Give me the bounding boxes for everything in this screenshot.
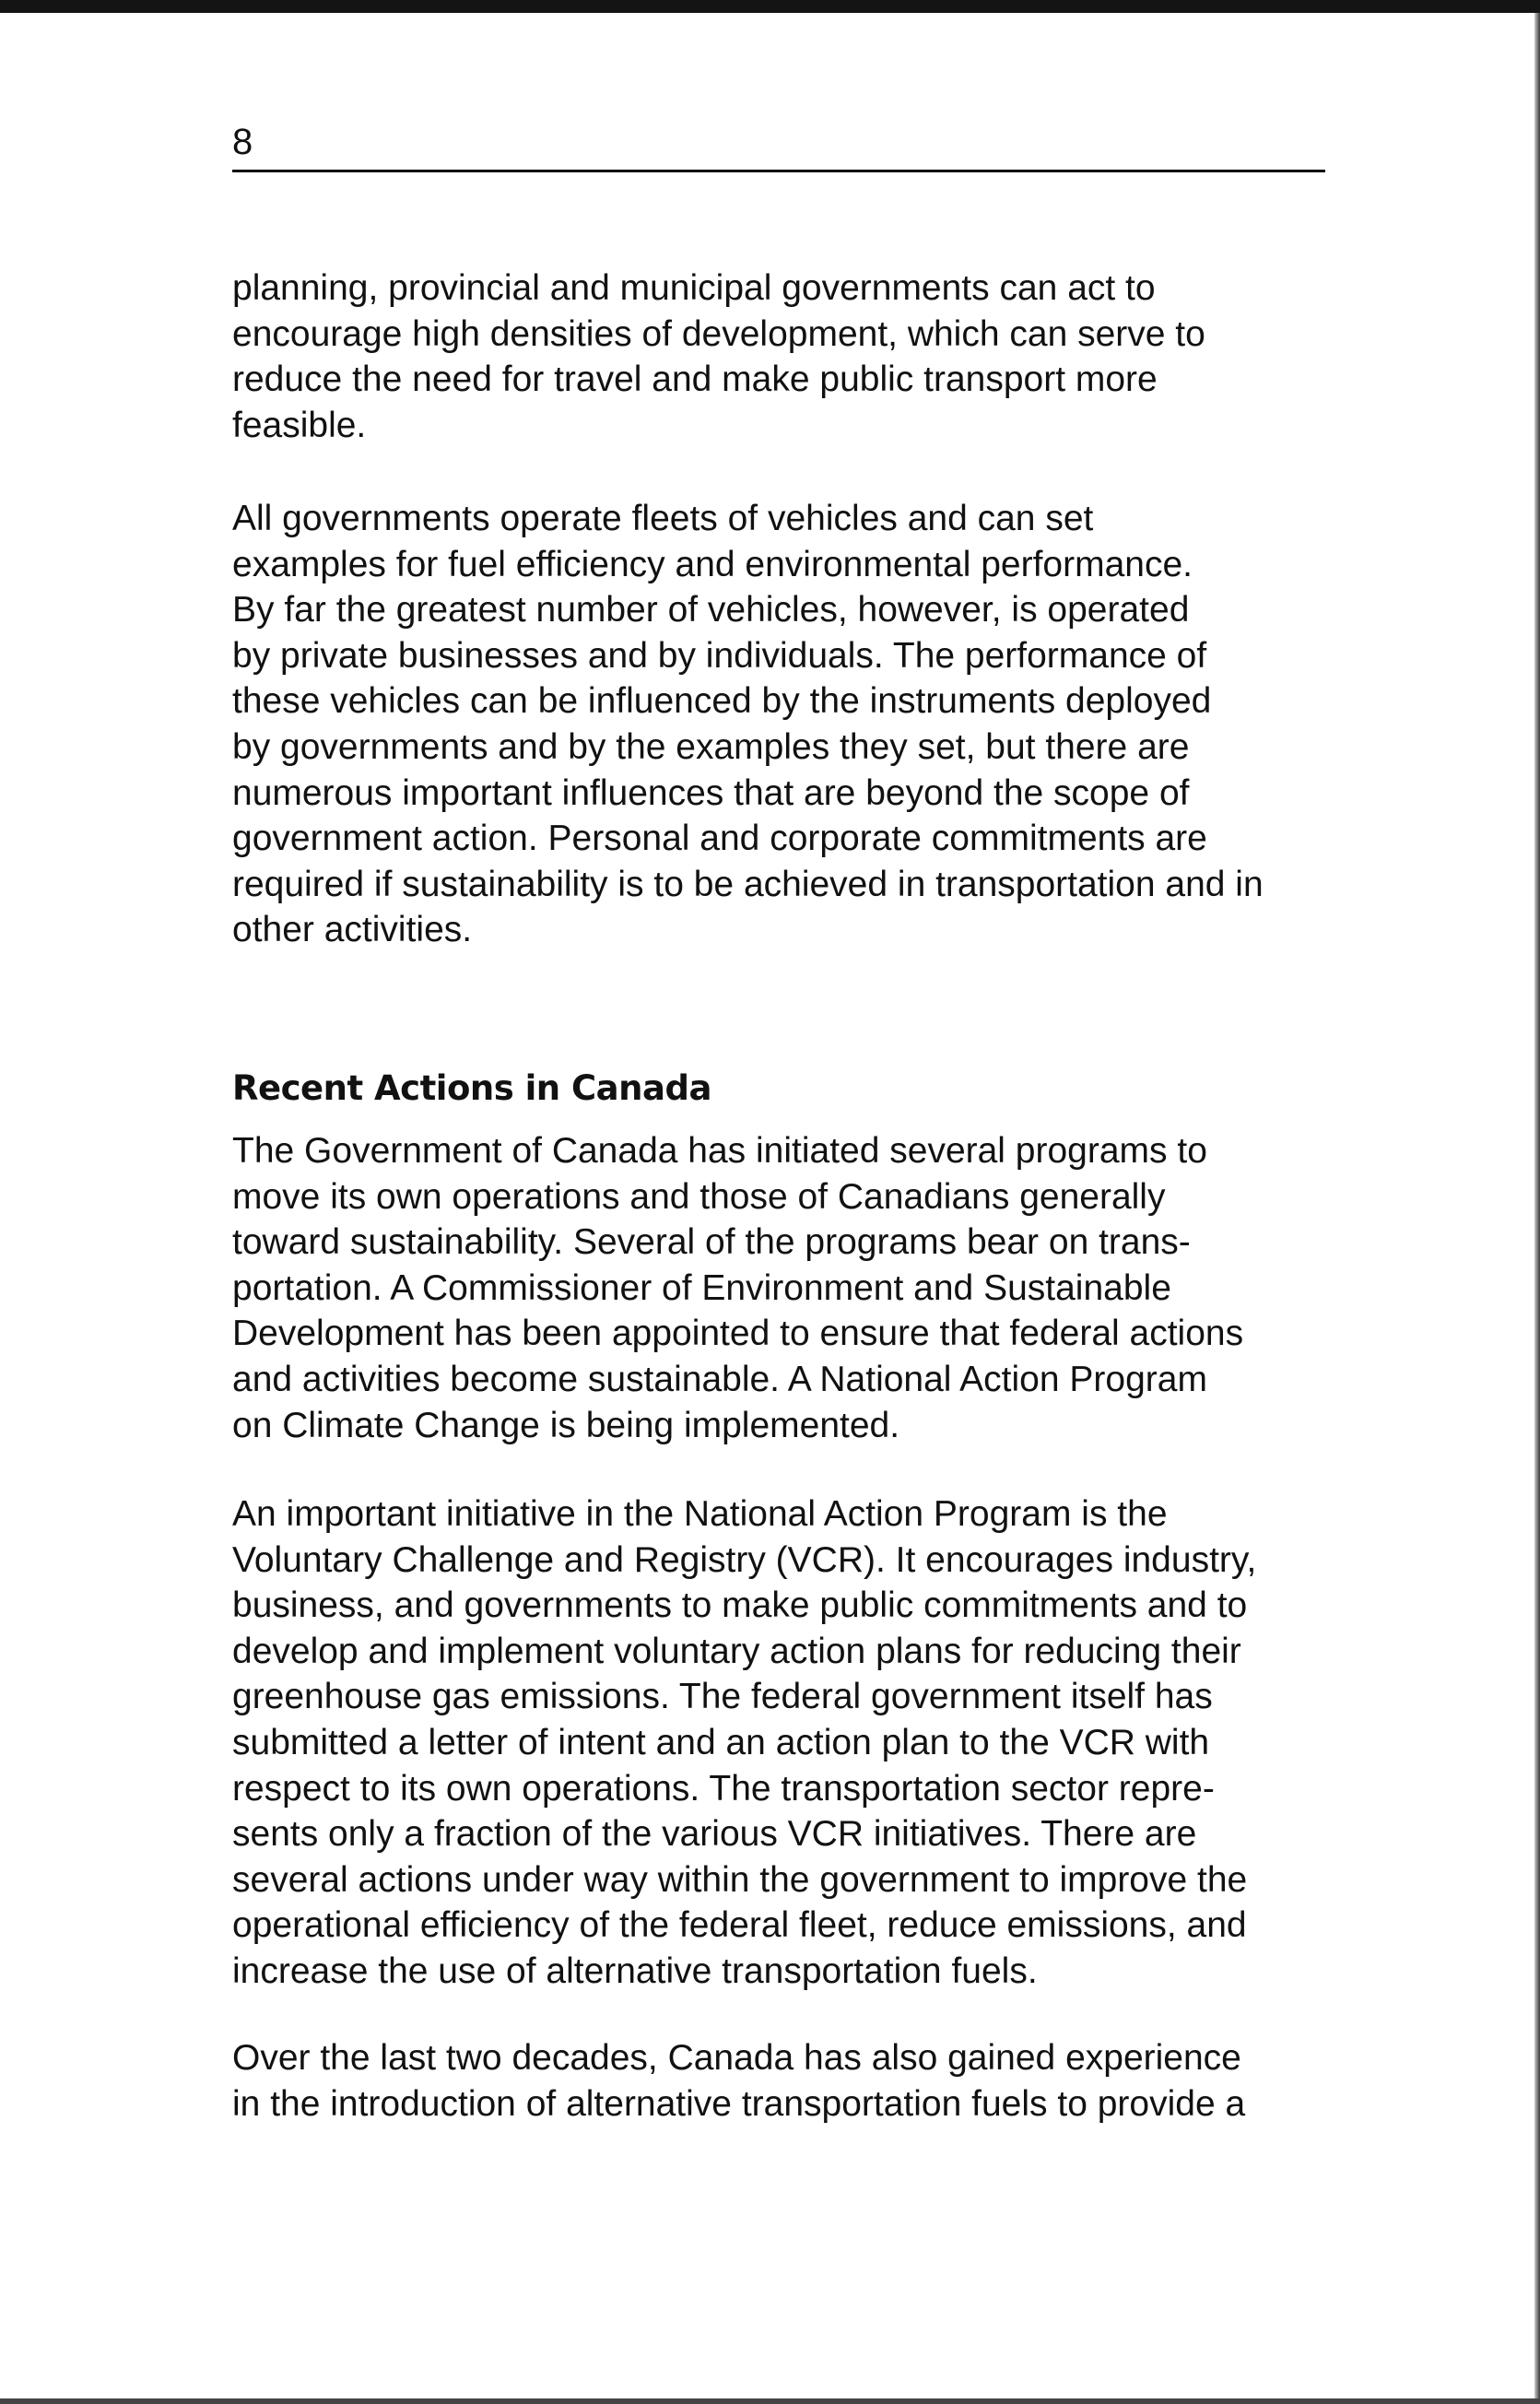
text-line: Over the last two decades, Canada has also gained experience <box>232 2038 1241 2078</box>
text-line: encourage high densities of development, which can serve to <box>232 313 1205 354</box>
text-line: required if sustainability is to be achieved in transportation and in <box>232 864 1264 904</box>
text-line: by private businesses and by individuals. The performance of <box>232 635 1207 676</box>
text-line: An important initiative in the National Action Program is the <box>232 1494 1168 1534</box>
text-line: submitted a letter of intent and an action plan to the VCR with <box>232 1722 1210 1762</box>
text-line: planning, provincial and municipal governments can act to <box>232 268 1156 308</box>
paragraph-5 <box>232 2035 1245 2127</box>
text-line: by governments and by the examples they set, but there are <box>232 726 1190 767</box>
section-heading: Recent Actions in Canada <box>232 1067 711 1108</box>
text-line: greenhouse gas emissions. The federal government itself has <box>232 1677 1213 1717</box>
text-line: sents only a fraction of the various VCR initiatives. There are <box>232 1814 1197 1855</box>
text-line: government action. Personal and corporate commitments are <box>232 819 1207 859</box>
text-line: several actions under way within the government to improve the <box>232 1859 1248 1900</box>
text-line: other activities. <box>232 910 473 950</box>
text-line: examples for fuel efficiency and environmental performance. <box>232 544 1193 584</box>
paragraph-1 <box>232 265 1205 448</box>
text-line: reduce the need for travel and make public transport more <box>232 359 1158 400</box>
text-line: The Government of Canada has initiated several programs to <box>232 1131 1207 1171</box>
text-line: develop and implement voluntary action plans for reducing their <box>232 1631 1241 1671</box>
scan-bottom-edge <box>0 2398 1540 2404</box>
text-line: All governments operate fleets of vehicles and can set <box>232 499 1094 538</box>
text-line: portation. A Commissioner of Environment and Sustainable <box>232 1267 1171 1308</box>
text-line: these vehicles can be influenced by the instruments deployed <box>232 681 1212 722</box>
paragraph-4 <box>232 1491 1256 1995</box>
paragraph-3 <box>232 1128 1243 1448</box>
scan-right-edge <box>1534 13 1540 2404</box>
document-page <box>232 120 1362 2124</box>
page-number: 8 <box>232 122 253 162</box>
text-line: Voluntary Challenge and Registry (VCR). It encourages industry, <box>232 1539 1257 1580</box>
text-line: and activities become sustainable. A National Action Program <box>232 1359 1207 1399</box>
text-line: By far the greatest number of vehicles, however, is operated <box>232 590 1190 630</box>
text-line: operational efficiency of the federal fleet, reduce emissions, and <box>232 1905 1247 1946</box>
text-line: numerous important influences that are beyond the scope of <box>232 772 1190 813</box>
header-rule <box>232 170 1325 172</box>
text-line: feasible. <box>232 405 367 445</box>
text-line: move its own operations and those of Canadians generally <box>232 1176 1166 1217</box>
text-line: Development has been appointed to ensure that federal actions <box>232 1314 1244 1354</box>
scan-top-border <box>0 0 1540 13</box>
paragraph-2 <box>232 496 1264 953</box>
text-line: business, and governments to make public commitments and to <box>232 1585 1248 1626</box>
text-line: increase the use of alternative transportation fuels. <box>232 1950 1038 1991</box>
text-line: toward sustainability. Several of the programs bear on trans- <box>232 1222 1191 1263</box>
text-line: respect to its own operations. The transportation sector repre- <box>232 1768 1215 1809</box>
text-line: in the introduction of alternative transportation fuels to provide a <box>232 2083 1246 2124</box>
text-line: on Climate Change is being implemented. <box>232 1405 900 1445</box>
